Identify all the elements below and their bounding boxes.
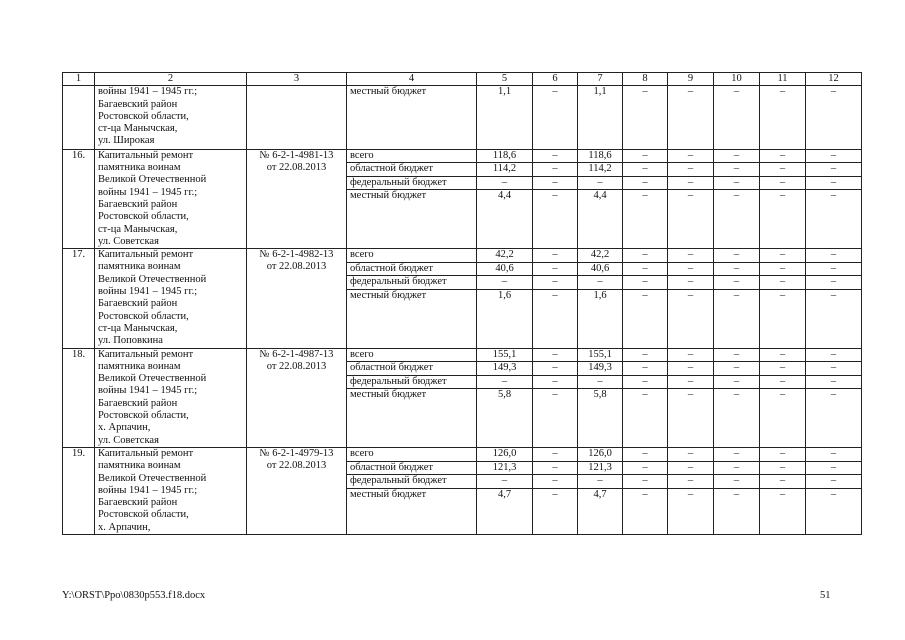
- amount-cell: –: [668, 190, 714, 249]
- amount-cell: –: [533, 488, 578, 534]
- amount-cell: –: [668, 262, 714, 276]
- amount-cell: –: [714, 461, 760, 475]
- amount-cell: –: [477, 176, 533, 190]
- amount-cell: –: [714, 488, 760, 534]
- amount-cell: –: [714, 348, 760, 362]
- amount-cell: –: [623, 461, 668, 475]
- amount-cell: –: [623, 190, 668, 249]
- column-header: 3: [247, 73, 347, 86]
- amount-cell: –: [760, 348, 806, 362]
- amount-cell: –: [760, 447, 806, 461]
- amount-cell: 126,0: [578, 447, 623, 461]
- amount-cell: –: [533, 249, 578, 263]
- row-number: [63, 86, 95, 150]
- funding-source: всего: [347, 149, 477, 163]
- column-header: 1: [63, 73, 95, 86]
- amount-cell: –: [623, 389, 668, 448]
- document-reference: № 6-2-1-4982-13 от 22.08.2013: [247, 249, 347, 348]
- amount-cell: –: [760, 375, 806, 389]
- amount-cell: –: [806, 389, 862, 448]
- table-row: [63, 348, 862, 362]
- amount-cell: 1,6: [578, 289, 623, 348]
- amount-cell: –: [714, 149, 760, 163]
- amount-cell: 118,6: [578, 149, 623, 163]
- row-number: 19.: [63, 447, 95, 534]
- amount-cell: 121,3: [477, 461, 533, 475]
- amount-cell: –: [623, 176, 668, 190]
- amount-cell: –: [533, 86, 578, 150]
- amount-cell: –: [668, 289, 714, 348]
- funding-source: федеральный бюджет: [347, 176, 477, 190]
- amount-cell: –: [714, 362, 760, 376]
- amount-cell: –: [477, 475, 533, 489]
- table-row: [63, 249, 862, 263]
- amount-cell: –: [623, 86, 668, 150]
- amount-cell: 155,1: [578, 348, 623, 362]
- amount-cell: –: [668, 348, 714, 362]
- amount-cell: –: [578, 375, 623, 389]
- amount-cell: –: [623, 488, 668, 534]
- amount-cell: –: [668, 375, 714, 389]
- amount-cell: –: [533, 389, 578, 448]
- funding-source: областной бюджет: [347, 163, 477, 177]
- amount-cell: –: [668, 163, 714, 177]
- amount-cell: –: [760, 190, 806, 249]
- funding-source: областной бюджет: [347, 461, 477, 475]
- amount-cell: –: [806, 190, 862, 249]
- funding-source: местный бюджет: [347, 289, 477, 348]
- amount-cell: –: [760, 163, 806, 177]
- amount-cell: –: [760, 461, 806, 475]
- amount-cell: 1,1: [477, 86, 533, 150]
- amount-cell: 40,6: [477, 262, 533, 276]
- amount-cell: –: [760, 475, 806, 489]
- amount-cell: –: [668, 249, 714, 263]
- amount-cell: –: [806, 461, 862, 475]
- column-header: 12: [806, 73, 862, 86]
- amount-cell: –: [806, 348, 862, 362]
- amount-cell: 4,7: [578, 488, 623, 534]
- page-number: 51: [820, 590, 831, 601]
- amount-cell: –: [668, 276, 714, 290]
- amount-cell: –: [533, 276, 578, 290]
- amount-cell: –: [533, 461, 578, 475]
- amount-cell: –: [623, 249, 668, 263]
- amount-cell: 149,3: [578, 362, 623, 376]
- amount-cell: –: [714, 163, 760, 177]
- amount-cell: –: [714, 176, 760, 190]
- funding-source: федеральный бюджет: [347, 475, 477, 489]
- document-reference: [247, 86, 347, 150]
- funding-source: местный бюджет: [347, 389, 477, 448]
- document-reference: № 6-2-1-4981-13 от 22.08.2013: [247, 149, 347, 248]
- table-row: [63, 86, 862, 150]
- amount-cell: –: [668, 362, 714, 376]
- amount-cell: 155,1: [477, 348, 533, 362]
- amount-cell: –: [806, 249, 862, 263]
- amount-cell: –: [806, 447, 862, 461]
- amount-cell: 1,1: [578, 86, 623, 150]
- program-table: [62, 72, 862, 535]
- amount-cell: –: [714, 447, 760, 461]
- amount-cell: 4,4: [578, 190, 623, 249]
- object-description: Капитальный ремонт памятника воинам Великой Отечественной войны 1941 – 1945 гг.; Багаевский район Ростовской области, х. Арпачин,: [95, 447, 247, 534]
- amount-cell: –: [760, 149, 806, 163]
- amount-cell: –: [714, 475, 760, 489]
- column-header: 2: [95, 73, 247, 86]
- amount-cell: –: [668, 461, 714, 475]
- amount-cell: –: [806, 149, 862, 163]
- amount-cell: –: [714, 375, 760, 389]
- amount-cell: –: [533, 163, 578, 177]
- amount-cell: –: [806, 176, 862, 190]
- amount-cell: –: [533, 176, 578, 190]
- amount-cell: –: [623, 289, 668, 348]
- amount-cell: –: [714, 262, 760, 276]
- amount-cell: –: [533, 447, 578, 461]
- amount-cell: –: [623, 163, 668, 177]
- table-row: [63, 149, 862, 163]
- header-row: [63, 73, 862, 86]
- amount-cell: –: [668, 176, 714, 190]
- amount-cell: –: [623, 447, 668, 461]
- amount-cell: –: [714, 389, 760, 448]
- amount-cell: –: [533, 190, 578, 249]
- amount-cell: –: [806, 475, 862, 489]
- amount-cell: –: [668, 447, 714, 461]
- amount-cell: 118,6: [477, 149, 533, 163]
- amount-cell: –: [806, 86, 862, 150]
- amount-cell: –: [806, 362, 862, 376]
- amount-cell: –: [668, 475, 714, 489]
- funding-source: федеральный бюджет: [347, 276, 477, 290]
- amount-cell: –: [714, 190, 760, 249]
- amount-cell: –: [714, 276, 760, 290]
- funding-source: местный бюджет: [347, 190, 477, 249]
- document-reference: № 6-2-1-4987-13 от 22.08.2013: [247, 348, 347, 447]
- amount-cell: –: [760, 262, 806, 276]
- amount-cell: 5,8: [477, 389, 533, 448]
- object-description: Капитальный ремонт памятника воинам Великой Отечественной войны 1941 – 1945 гг.; Багаевский район Ростовской области, ст-ца Манычская, ул. Советская: [95, 149, 247, 248]
- amount-cell: 126,0: [477, 447, 533, 461]
- amount-cell: –: [623, 475, 668, 489]
- row-number: 18.: [63, 348, 95, 447]
- amount-cell: –: [714, 86, 760, 150]
- amount-cell: –: [533, 475, 578, 489]
- funding-source: федеральный бюджет: [347, 375, 477, 389]
- amount-cell: 114,2: [578, 163, 623, 177]
- amount-cell: –: [760, 176, 806, 190]
- amount-cell: –: [760, 86, 806, 150]
- funding-source: всего: [347, 249, 477, 263]
- column-header: 9: [668, 73, 714, 86]
- amount-cell: –: [668, 389, 714, 448]
- amount-cell: 42,2: [578, 249, 623, 263]
- footer-file-path: Y:\ORST\Ppo\0830p553.f18.docx: [62, 590, 206, 601]
- funding-source: областной бюджет: [347, 262, 477, 276]
- column-header: 11: [760, 73, 806, 86]
- column-header: 8: [623, 73, 668, 86]
- amount-cell: –: [578, 176, 623, 190]
- amount-cell: –: [760, 276, 806, 290]
- column-header: 10: [714, 73, 760, 86]
- amount-cell: –: [623, 375, 668, 389]
- amount-cell: –: [668, 488, 714, 534]
- amount-cell: –: [668, 149, 714, 163]
- object-description: Капитальный ремонт памятника воинам Великой Отечественной войны 1941 – 1945 гг.; Багаевский район Ростовской области, х. Арпачин, ул. Советская: [95, 348, 247, 447]
- object-description: войны 1941 – 1945 гг.; Багаевский район Ростовской области, ст-ца Манычская, ул. Широкая: [95, 86, 247, 150]
- funding-source: всего: [347, 348, 477, 362]
- amount-cell: –: [714, 289, 760, 348]
- amount-cell: 40,6: [578, 262, 623, 276]
- amount-cell: –: [578, 276, 623, 290]
- amount-cell: –: [477, 276, 533, 290]
- amount-cell: –: [806, 289, 862, 348]
- document-reference: № 6-2-1-4979-13 от 22.08.2013: [247, 447, 347, 534]
- amount-cell: –: [578, 475, 623, 489]
- amount-cell: –: [623, 362, 668, 376]
- funding-source: местный бюджет: [347, 86, 477, 150]
- amount-cell: 121,3: [578, 461, 623, 475]
- amount-cell: –: [533, 362, 578, 376]
- amount-cell: –: [760, 362, 806, 376]
- amount-cell: 4,7: [477, 488, 533, 534]
- amount-cell: –: [760, 488, 806, 534]
- column-header: 5: [477, 73, 533, 86]
- column-header: 7: [578, 73, 623, 86]
- funding-source: местный бюджет: [347, 488, 477, 534]
- funding-source: областной бюджет: [347, 362, 477, 376]
- amount-cell: –: [623, 149, 668, 163]
- amount-cell: –: [806, 375, 862, 389]
- row-number: 16.: [63, 149, 95, 248]
- amount-cell: –: [623, 262, 668, 276]
- funding-source: всего: [347, 447, 477, 461]
- object-description: Капитальный ремонт памятника воинам Великой Отечественной войны 1941 – 1945 гг.; Багаевский район Ростовской области, ст-ца Манычская, ул. Поповкина: [95, 249, 247, 348]
- amount-cell: 149,3: [477, 362, 533, 376]
- amount-cell: 114,2: [477, 163, 533, 177]
- amount-cell: 4,4: [477, 190, 533, 249]
- amount-cell: –: [533, 348, 578, 362]
- row-number: 17.: [63, 249, 95, 348]
- amount-cell: –: [806, 488, 862, 534]
- amount-cell: –: [533, 289, 578, 348]
- amount-cell: –: [533, 262, 578, 276]
- amount-cell: 5,8: [578, 389, 623, 448]
- column-header: 6: [533, 73, 578, 86]
- amount-cell: –: [668, 86, 714, 150]
- amount-cell: –: [623, 348, 668, 362]
- amount-cell: –: [760, 289, 806, 348]
- amount-cell: –: [806, 163, 862, 177]
- amount-cell: 42,2: [477, 249, 533, 263]
- amount-cell: –: [477, 375, 533, 389]
- amount-cell: –: [760, 249, 806, 263]
- amount-cell: –: [760, 389, 806, 448]
- amount-cell: –: [714, 249, 760, 263]
- amount-cell: –: [806, 276, 862, 290]
- amount-cell: 1,6: [477, 289, 533, 348]
- amount-cell: –: [806, 262, 862, 276]
- amount-cell: –: [533, 149, 578, 163]
- amount-cell: –: [623, 276, 668, 290]
- table-row: [63, 447, 862, 461]
- amount-cell: –: [533, 375, 578, 389]
- column-header: 4: [347, 73, 477, 86]
